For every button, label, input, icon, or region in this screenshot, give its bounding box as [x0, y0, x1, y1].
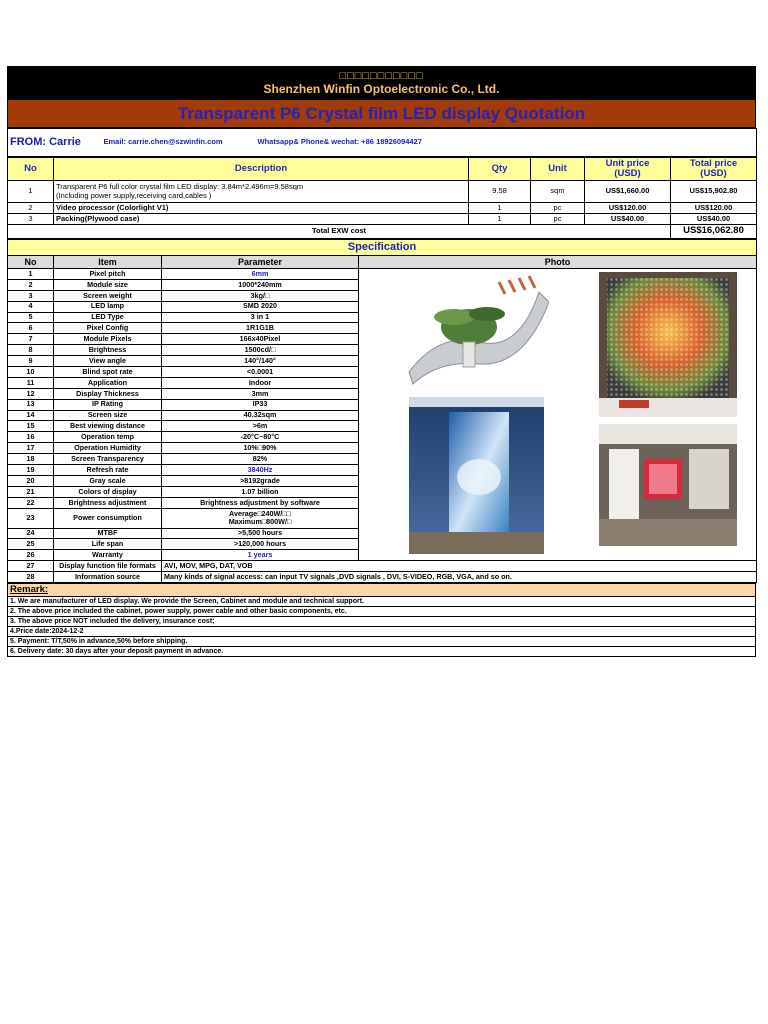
spec-item: Best viewing distance: [54, 421, 162, 432]
spec-parameter: 1.07 billion: [162, 486, 359, 497]
spec-item: Refresh rate: [54, 465, 162, 476]
spec-no: 17: [8, 443, 54, 454]
spec-parameter: 166x40Pixel: [162, 334, 359, 345]
row-unit: pc: [531, 203, 585, 214]
spec-no: 12: [8, 388, 54, 399]
spec-item: Screen size: [54, 410, 162, 421]
spec-parameter: [162, 508, 359, 528]
spec-parameter: >120,000 hours: [162, 539, 359, 550]
quote-header-unit: Unit: [531, 158, 585, 181]
spec-parameter: 10%□90%: [162, 443, 359, 454]
quote-header-unit-price: Unit price (USD): [585, 158, 671, 181]
spec-parameter: Indoor: [162, 377, 359, 388]
spec-item: Brightness: [54, 345, 162, 356]
table-row: [8, 572, 757, 583]
spec-parameter: 1R1G1B: [162, 323, 359, 334]
spec-no: 11: [8, 377, 54, 388]
spec-no: 22: [8, 497, 54, 508]
product-photo-store-window: [599, 424, 737, 546]
row-unit: sqm: [531, 181, 585, 203]
specification-title: Specification: [8, 240, 757, 256]
table-row: [8, 269, 757, 280]
total-exw-label: Total EXW cost: [8, 225, 671, 239]
table-row: [8, 214, 757, 225]
spec-parameter: 82%: [162, 454, 359, 465]
spec-no: 7: [8, 334, 54, 345]
spec-no: 6: [8, 323, 54, 334]
table-row: [8, 203, 757, 214]
total-exw-value: US$16,062.80: [671, 225, 757, 239]
quotation-sheet: [7, 66, 756, 657]
spec-item: IP Rating: [54, 399, 162, 410]
spec-no: 19: [8, 465, 54, 476]
contact-phone: Whatsapp& Phone& wechat: +86 18926094427: [256, 129, 757, 157]
spec-parameter: Brightness adjustment by software: [162, 497, 359, 508]
photo-cell: [359, 269, 757, 561]
spec-item: Information source: [54, 572, 162, 583]
spec-no: 1: [8, 269, 54, 280]
spec-item: Application: [54, 377, 162, 388]
spec-header-photo: Photo: [359, 256, 757, 269]
spec-header-parameter: Parameter: [162, 256, 359, 269]
spec-item: MTBF: [54, 528, 162, 539]
spec-no: 4: [8, 301, 54, 312]
row-unit: pc: [531, 214, 585, 225]
spec-item: Brightness adjustment: [54, 497, 162, 508]
spec-item: Gray scale: [54, 475, 162, 486]
spec-no: 2: [8, 279, 54, 290]
spec-parameter: -20°C~80°C: [162, 432, 359, 443]
row-qty: 1: [469, 203, 531, 214]
spec-no: 23: [8, 508, 54, 528]
spec-no: 10: [8, 367, 54, 378]
company-name-en: Shenzhen Winfin Optoelectronic Co., Ltd.: [263, 81, 500, 96]
spec-item: Colors of display: [54, 486, 162, 497]
spec-no: 9: [8, 356, 54, 367]
spec-header-item: Item: [54, 256, 162, 269]
spec-parameter: 3840Hz: [162, 465, 359, 476]
spec-parameter: >6m: [162, 421, 359, 432]
spec-item: Blind spot rate: [54, 367, 162, 378]
spec-item: View angle: [54, 356, 162, 367]
specification-table: [7, 239, 757, 583]
row-description: [54, 181, 469, 203]
quotation-title: Transparent P6 Crystal film LED display Quotation: [8, 100, 756, 128]
remark-title: Remark:: [8, 584, 756, 597]
spec-item: Display Thickness: [54, 388, 162, 399]
row-no: 1: [8, 181, 54, 203]
remark-line: 2. The above price included the cabinet, power supply, power cable and other basic components, etc.: [8, 607, 756, 617]
spec-parameter: >8192grade: [162, 475, 359, 486]
spec-wide-rows: [8, 561, 757, 583]
remark-line: 1. We are manufacturer of LED display. We provide the Screen, Cabinet and module and technical support.: [8, 597, 756, 607]
contact-table: [7, 128, 757, 157]
spec-item: Pixel pitch: [54, 269, 162, 280]
parameter-line: Maximum□800W/□: [228, 517, 292, 527]
row-qty: 9.58: [469, 181, 531, 203]
spec-no: 28: [8, 572, 54, 583]
row-total-price: US$120.00: [671, 203, 757, 214]
row-unit-price: US$120.00: [585, 203, 671, 214]
spec-parameter: 1500cd/□: [162, 345, 359, 356]
spec-item: LED lamp: [54, 301, 162, 312]
from-label: FROM: Carrie: [8, 129, 102, 157]
quote-header-qty: Qty: [469, 158, 531, 181]
description-line: Transparent P6 full color crystal film LED display: 3.84m*2.496m=9.58sqm: [56, 181, 304, 191]
spec-parameter: 3 in 1: [162, 312, 359, 323]
spec-rows: [8, 269, 757, 561]
spec-no: 5: [8, 312, 54, 323]
remark-line: 4.Price date:2024-12-2: [8, 627, 756, 637]
spec-item: Power consumption: [54, 508, 162, 528]
spec-parameter: 3kg/□: [162, 290, 359, 301]
quote-table: [7, 157, 757, 239]
remark-lines: [8, 597, 756, 657]
row-unit-price: US$40.00: [585, 214, 671, 225]
spec-item: Module Pixels: [54, 334, 162, 345]
spec-item: LED Type: [54, 312, 162, 323]
spec-parameter: 40.32sqm: [162, 410, 359, 421]
spec-parameter: Many kinds of signal access: can input TV signals ,DVD signals , DVI, S-VIDEO, RGB, VGA, and so on.: [162, 572, 757, 583]
spec-item: Screen weight: [54, 290, 162, 301]
spec-item: Pixel Config: [54, 323, 162, 334]
spec-item: Operation Humidity: [54, 443, 162, 454]
spec-no: 20: [8, 475, 54, 486]
spec-parameter: IP33: [162, 399, 359, 410]
row-description: Packing(Plywood case): [54, 214, 469, 225]
company-name-cn: □□□□□□□□□□□: [339, 70, 424, 83]
spec-parameter: SMD 2020: [162, 301, 359, 312]
spec-parameter: 1000*240mm: [162, 279, 359, 290]
company-header: [8, 67, 756, 100]
spec-no: 24: [8, 528, 54, 539]
spec-parameter: 6mm: [162, 269, 359, 280]
parameter-line: Average□240W/□□: [229, 508, 291, 518]
spec-no: 13: [8, 399, 54, 410]
row-unit-price: US$1,660.00: [585, 181, 671, 203]
spec-no: 15: [8, 421, 54, 432]
spec-no: 18: [8, 454, 54, 465]
spec-no: 21: [8, 486, 54, 497]
spec-parameter: 3mm: [162, 388, 359, 399]
spec-no: 25: [8, 539, 54, 550]
spec-no: 16: [8, 432, 54, 443]
spec-no: 26: [8, 550, 54, 561]
spec-item: Display function file formats: [54, 561, 162, 572]
table-row: [8, 561, 757, 572]
product-photo-led-film-closeup: [599, 272, 737, 417]
quote-header-description: Description: [54, 158, 469, 181]
quote-header-total-price: Total price (USD): [671, 158, 757, 181]
contact-email[interactable]: Email: carrie.chen@szwinfin.com: [102, 129, 256, 157]
spec-item: Warranty: [54, 550, 162, 561]
spec-item: Life span: [54, 539, 162, 550]
row-no: 2: [8, 203, 54, 214]
row-total-price: US$40.00: [671, 214, 757, 225]
remarks-table: [7, 583, 756, 657]
quote-header-no: No: [8, 158, 54, 181]
description-line: (Including power supply,receiving card,cables ): [56, 190, 212, 200]
spec-parameter: AVI, MOV, MPG, DAT, VOB: [162, 561, 757, 572]
spec-no: 3: [8, 290, 54, 301]
table-row: [8, 181, 757, 203]
row-description: Video processor (Colorlight V1): [54, 203, 469, 214]
spec-no: 27: [8, 561, 54, 572]
remark-line: 6. Delivery date: 30 days after your deposit payment in advance.: [8, 647, 756, 657]
remark-line: 5. Payment: T/T,50% in advance,50% before shipping.: [8, 637, 756, 647]
spec-parameter: >5,500 hours: [162, 528, 359, 539]
product-photo-mall-column: [409, 397, 544, 554]
spec-no: 8: [8, 345, 54, 356]
spec-parameter: <0.0001: [162, 367, 359, 378]
remark-line: 3. The above price NOT included the delivery, insurance cost;: [8, 617, 756, 627]
product-photo-plant-film: [399, 272, 549, 390]
row-total-price: US$15,902.80: [671, 181, 757, 203]
spec-item: Operation temp: [54, 432, 162, 443]
spec-parameter: 1 years: [162, 550, 359, 561]
row-qty: 1: [469, 214, 531, 225]
spec-item: Screen Transparency: [54, 454, 162, 465]
spec-header-no: No: [8, 256, 54, 269]
spec-no: 14: [8, 410, 54, 421]
spec-parameter: 140°/140°: [162, 356, 359, 367]
row-no: 3: [8, 214, 54, 225]
spec-item: Module size: [54, 279, 162, 290]
header-table: [7, 66, 756, 128]
